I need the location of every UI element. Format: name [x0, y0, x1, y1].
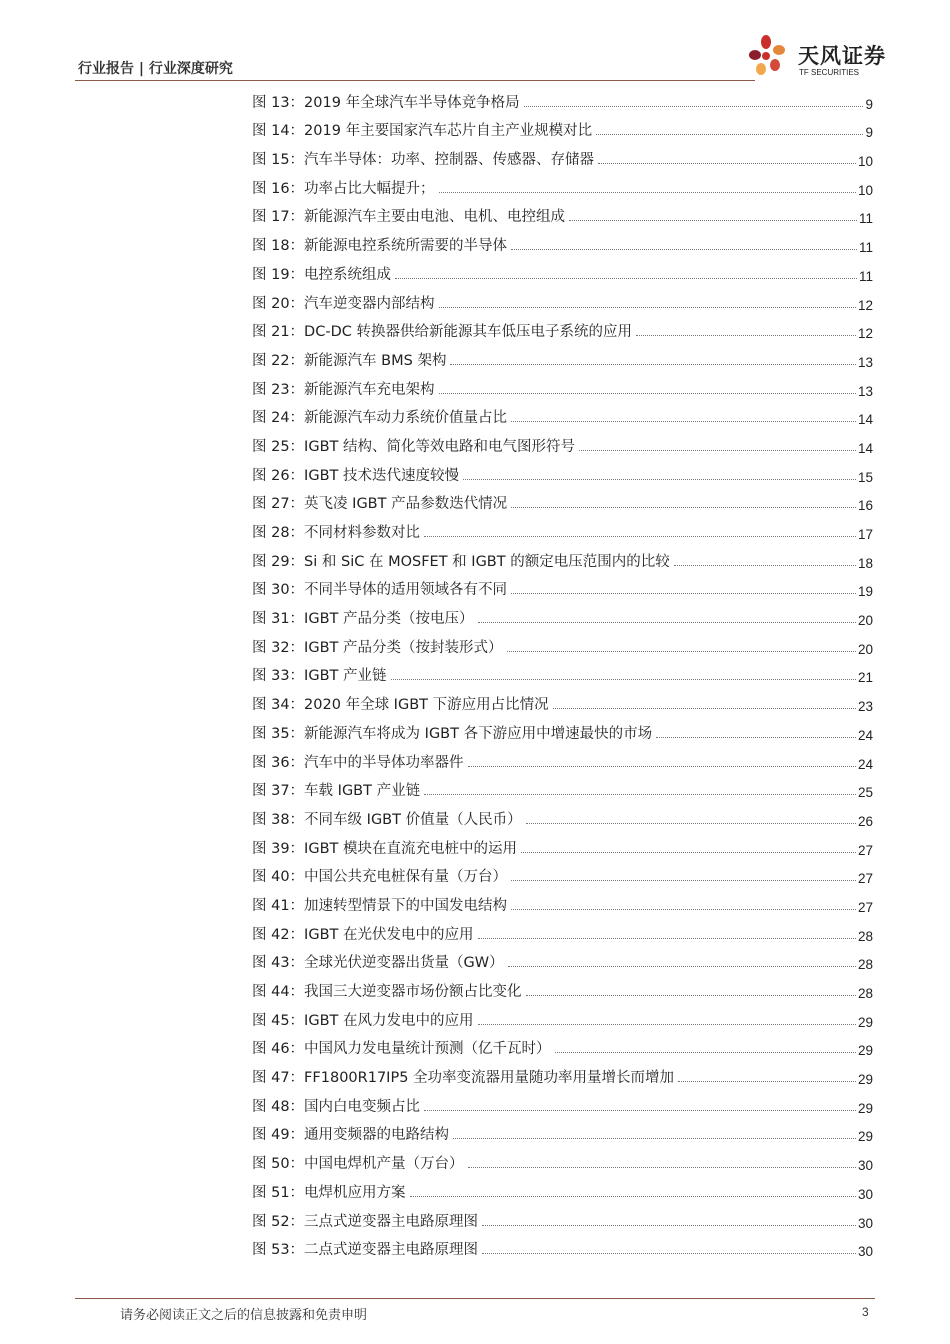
toc-entry-label[interactable]: 图 20：汽车逆变器内部结构 [252, 295, 435, 312]
toc-dot-leader [553, 708, 856, 709]
toc-dot-leader [478, 938, 856, 939]
toc-dot-leader [439, 393, 856, 394]
toc-dot-leader [468, 1167, 856, 1168]
toc-dot-leader [511, 421, 856, 422]
toc-entry-label[interactable]: 图 42：IGBT 在光伏发电中的应用 [252, 926, 474, 943]
toc-dot-leader [424, 1110, 856, 1111]
toc-entry-label[interactable]: 图 46：中国风力发电量统计预测（亿千瓦时） [252, 1041, 551, 1058]
toc-dot-leader [468, 766, 856, 767]
toc-entry-page[interactable]: 19 [857, 584, 873, 600]
logo-chinese-name: 天风证券 [798, 44, 886, 68]
toc-entry[interactable] [252, 1120, 873, 1149]
toc-entry[interactable] [252, 460, 873, 489]
toc-entry-page[interactable]: 11 [858, 240, 873, 256]
toc-entry[interactable] [252, 87, 873, 116]
toc-dot-leader [511, 249, 857, 250]
toc-dot-leader [391, 679, 856, 680]
toc-entry-label[interactable]: 图 25：IGBT 结构、简化等效电路和电气图形符号 [252, 438, 575, 455]
toc-dot-leader [395, 278, 857, 279]
toc-dot-leader [439, 307, 856, 308]
toc-entry[interactable] [252, 976, 873, 1005]
toc-dot-leader [424, 536, 856, 537]
toc-entry-page[interactable]: 17 [857, 527, 873, 542]
toc-dot-leader [482, 1225, 856, 1226]
toc-dot-leader [511, 880, 856, 881]
toc-entry-label[interactable]: 图 41：加速转型情景下的中国发电结构 [252, 897, 508, 914]
toc-entry-label[interactable]: 图 38：不同车级 IGBT 价值量（人民币） [252, 811, 522, 828]
toc-entry-page[interactable]: 29 [857, 1014, 873, 1030]
tf-securities-logo [746, 32, 886, 84]
flower-logo-icon [746, 32, 798, 84]
toc-entry-page[interactable]: 24 [857, 727, 873, 743]
toc-entry-page[interactable]: 29 [857, 1100, 873, 1116]
toc-entry[interactable] [252, 948, 873, 977]
toc-entry-label[interactable]: 图 33：IGBT 产业链 [252, 668, 387, 685]
toc-entry[interactable] [252, 603, 873, 632]
header-divider [75, 80, 755, 81]
toc-entry-page[interactable]: 10 [857, 154, 873, 170]
toc-entry-page[interactable]: 16 [857, 498, 873, 514]
toc-entry-label[interactable]: 图 47：FF1800R17IP5 全功率变流器用量随功率用量增长而增加 [252, 1070, 675, 1087]
toc-entry-page[interactable]: 23 [857, 699, 873, 715]
footer-disclaimer: 请务必阅读正文之后的信息披露和免责申明 [120, 1308, 368, 1323]
toc-entry-page[interactable]: 24 [857, 756, 873, 772]
logo-petal-right [773, 45, 785, 55]
toc-entry-label[interactable]: 图 36：汽车中的半导体功率器件 [252, 754, 464, 771]
toc-entry[interactable] [252, 116, 873, 145]
toc-dot-leader [511, 593, 856, 594]
toc-dot-leader [674, 565, 856, 566]
toc-entry[interactable] [252, 403, 873, 432]
page-number: 3 [862, 1305, 869, 1319]
logo-petal-top [761, 35, 771, 49]
toc-entry-page[interactable]: 20 [857, 613, 873, 629]
toc-dot-leader [569, 220, 857, 221]
toc-entry-label[interactable]: 图 32：IGBT 产品分类（按封装形式） [252, 639, 503, 656]
toc-entry-label[interactable]: 图 44：我国三大逆变器市场份额占比变化 [252, 984, 522, 1000]
toc-entry[interactable] [252, 575, 873, 604]
toc-dot-leader [463, 479, 856, 480]
toc-entry-label[interactable]: 图 19：电控系统组成 [252, 266, 392, 283]
toc-entry[interactable] [252, 661, 873, 690]
toc-entry[interactable] [252, 230, 873, 259]
toc-dot-leader [678, 1081, 856, 1082]
toc-dot-leader [596, 134, 863, 135]
toc-dot-leader [478, 1024, 856, 1025]
toc-entry-label[interactable]: 图 51：电焊机应用方案 [252, 1184, 406, 1201]
toc-dot-leader [450, 364, 856, 365]
toc-dot-leader [482, 1253, 856, 1254]
toc-entry-label[interactable]: 图 30：不同半导体的适用领域各有不同 [252, 582, 508, 599]
toc-entry-page[interactable]: 25 [857, 785, 873, 801]
toc-entry-label[interactable]: 图 21：DC-DC 转换器供给新能源其车低压电子系统的应用 [252, 324, 632, 341]
toc-entry[interactable] [252, 1235, 873, 1264]
toc-entry-label[interactable]: 图 37：车载 IGBT 产业链 [252, 783, 421, 800]
toc-entry[interactable] [252, 517, 873, 546]
toc-entry-page[interactable]: 14 [857, 412, 873, 428]
toc-entry-label[interactable]: 图 14：2019 年主要国家汽车芯片自主产业规模对比 [252, 123, 593, 140]
toc-entry-page[interactable]: 27 [857, 842, 873, 858]
toc-entry-label[interactable]: 图 50：中国电焊机产量（万台） [252, 1156, 464, 1173]
toc-entry[interactable] [252, 1091, 873, 1120]
toc-entry-label[interactable]: 图 22：新能源汽车 BMS 架构 [252, 352, 447, 369]
toc-entry-page[interactable]: 13 [857, 354, 873, 370]
toc-entry-page[interactable]: 12 [857, 297, 873, 313]
toc-entry[interactable] [252, 144, 873, 173]
figure-list [252, 87, 873, 1263]
toc-entry-label[interactable]: 图 40：中国公共充电桩保有量（万台） [252, 869, 508, 886]
toc-entry-label[interactable]: 图 23：新能源汽车充电架构 [252, 381, 435, 398]
toc-entry-page[interactable]: 30 [857, 1244, 873, 1260]
toc-entry[interactable] [252, 259, 873, 288]
toc-entry[interactable] [252, 1034, 873, 1063]
toc-entry-label[interactable]: 图 34：2020 年全球 IGBT 下游应用占比情况 [252, 697, 549, 714]
toc-entry[interactable] [252, 1005, 873, 1034]
toc-dot-leader [478, 622, 856, 623]
toc-entry-label[interactable]: 图 24：新能源汽车动力系统价值量占比 [252, 410, 508, 427]
toc-entry-page[interactable]: 28 [857, 957, 873, 973]
toc-entry-label[interactable]: 图 15：汽车半导体：功率、控制器、传感器、存储器 [252, 152, 595, 169]
toc-entry[interactable] [252, 1062, 873, 1091]
toc-entry[interactable] [252, 1177, 873, 1206]
logo-center [762, 52, 770, 60]
toc-entry-label[interactable]: 图 16：功率占比大幅提升； [252, 180, 435, 197]
toc-entry-page[interactable]: 9 [865, 96, 873, 112]
toc-entry-label[interactable]: 图 31：IGBT 产品分类（按电压） [252, 611, 474, 628]
toc-entry-page[interactable]: 18 [857, 555, 873, 571]
toc-entry[interactable] [252, 718, 873, 747]
toc-dot-leader [526, 995, 856, 996]
toc-entry-page[interactable]: 28 [857, 928, 873, 944]
toc-entry-page[interactable]: 30 [857, 1158, 873, 1174]
toc-entry[interactable] [252, 489, 873, 518]
toc-entry-label[interactable]: 图 45：IGBT 在风力发电中的应用 [252, 1012, 474, 1029]
toc-entry-page[interactable]: 30 [857, 1215, 873, 1231]
toc-entry[interactable] [252, 747, 873, 776]
toc-entry[interactable] [252, 804, 873, 833]
toc-entry-label[interactable]: 图 27：英飞凌 IGBT 产品参数迭代情况 [252, 496, 508, 513]
toc-dot-leader [439, 192, 856, 193]
toc-entry-page[interactable]: 9 [865, 125, 873, 141]
toc-entry-page[interactable]: 29 [857, 1129, 873, 1145]
logo-petal-left [749, 50, 761, 60]
toc-dot-leader [555, 1052, 856, 1053]
header-title: 行业报告 | 行业深度研究 [78, 61, 233, 77]
toc-dot-leader [524, 106, 864, 107]
toc-entry[interactable] [252, 317, 873, 346]
toc-entry[interactable] [252, 862, 873, 891]
logo-petal-bottom-left [756, 63, 766, 75]
toc-entry[interactable] [252, 374, 873, 403]
toc-dot-leader [579, 450, 856, 451]
toc-entry-label[interactable]: 图 13：2019 年全球汽车半导体竞争格局 [252, 94, 520, 111]
toc-entry-page[interactable]: 10 [857, 182, 873, 198]
toc-entry-page[interactable]: 30 [857, 1186, 873, 1202]
toc-entry-page[interactable]: 14 [857, 440, 873, 456]
logo-english-name: TF SECURITIES [799, 68, 860, 77]
toc-entry-page[interactable]: 26 [857, 813, 873, 829]
toc-dot-leader [598, 163, 856, 164]
footer-divider [75, 1298, 875, 1299]
toc-entry-label[interactable]: 图 28：不同材料参数对比 [252, 525, 421, 541]
toc-entry-page[interactable]: 29 [857, 1043, 873, 1059]
toc-dot-leader [656, 737, 856, 738]
toc-entry-label[interactable]: 图 17：新能源汽车主要由电池、电机、电控组成 [252, 209, 566, 226]
logo-petal-bottom-right [770, 59, 780, 71]
toc-entry[interactable] [252, 345, 873, 374]
toc-entry-label[interactable]: 图 35：新能源汽车将成为 IGBT 各下游应用中增速最快的市场 [252, 725, 653, 742]
toc-entry-page[interactable]: 11 [858, 268, 873, 284]
toc-entry[interactable] [252, 431, 873, 460]
toc-entry[interactable] [252, 689, 873, 718]
toc-entry[interactable] [252, 288, 873, 317]
toc-entry[interactable] [252, 546, 873, 575]
toc-entry-label[interactable]: 图 53：二点式逆变器主电路原理图 [252, 1242, 479, 1259]
toc-dot-leader [424, 794, 856, 795]
toc-entry-page[interactable]: 29 [857, 1072, 873, 1088]
toc-entry-page[interactable]: 15 [857, 469, 873, 485]
toc-entry[interactable] [252, 632, 873, 661]
toc-dot-leader [636, 335, 856, 336]
toc-dot-leader [410, 1196, 856, 1197]
toc-entry-page[interactable]: 11 [858, 211, 873, 227]
toc-entry-page[interactable]: 27 [857, 899, 873, 915]
toc-entry-label[interactable]: 图 29：Si 和 SiC 在 MOSFET 和 IGBT 的额定电压范围内的比较 [252, 553, 670, 570]
toc-entry-page[interactable]: 13 [857, 383, 873, 399]
toc-entry-label[interactable]: 图 43：全球光伏逆变器出货量（GW） [252, 955, 504, 972]
toc-entry[interactable] [252, 1148, 873, 1177]
toc-entry-label[interactable]: 图 26：IGBT 技术迭代速度较慢 [252, 467, 459, 484]
toc-entry[interactable] [252, 173, 873, 202]
toc-dot-leader [508, 966, 856, 967]
toc-dot-leader [521, 852, 856, 853]
toc-entry[interactable] [252, 833, 873, 862]
toc-dot-leader [453, 1138, 856, 1139]
toc-entry-label[interactable]: 图 18：新能源电控系统所需要的半导体 [252, 238, 508, 255]
toc-dot-leader [526, 823, 856, 824]
toc-entry-label[interactable]: 图 39：IGBT 模块在直流充电桩中的运用 [252, 840, 517, 857]
toc-entry-label[interactable]: 图 52：三点式逆变器主电路原理图 [252, 1213, 479, 1230]
toc-dot-leader [511, 909, 856, 910]
toc-entry-page[interactable]: 28 [857, 986, 873, 1001]
toc-dot-leader [507, 651, 856, 652]
toc-entry-page[interactable]: 21 [857, 670, 873, 686]
toc-entry[interactable] [252, 1206, 873, 1235]
toc-entry-label[interactable]: 图 49：通用变频器的电路结构 [252, 1127, 450, 1144]
toc-entry-page[interactable]: 20 [857, 641, 873, 657]
toc-entry[interactable] [252, 776, 873, 805]
toc-entry-page[interactable]: 12 [857, 326, 873, 342]
toc-entry[interactable] [252, 202, 873, 231]
toc-entry-label[interactable]: 图 48：国内白电变频占比 [252, 1098, 421, 1115]
toc-dot-leader [511, 507, 856, 508]
toc-entry-page[interactable]: 27 [857, 871, 873, 887]
toc-entry[interactable] [252, 890, 873, 919]
toc-entry[interactable] [252, 919, 873, 948]
